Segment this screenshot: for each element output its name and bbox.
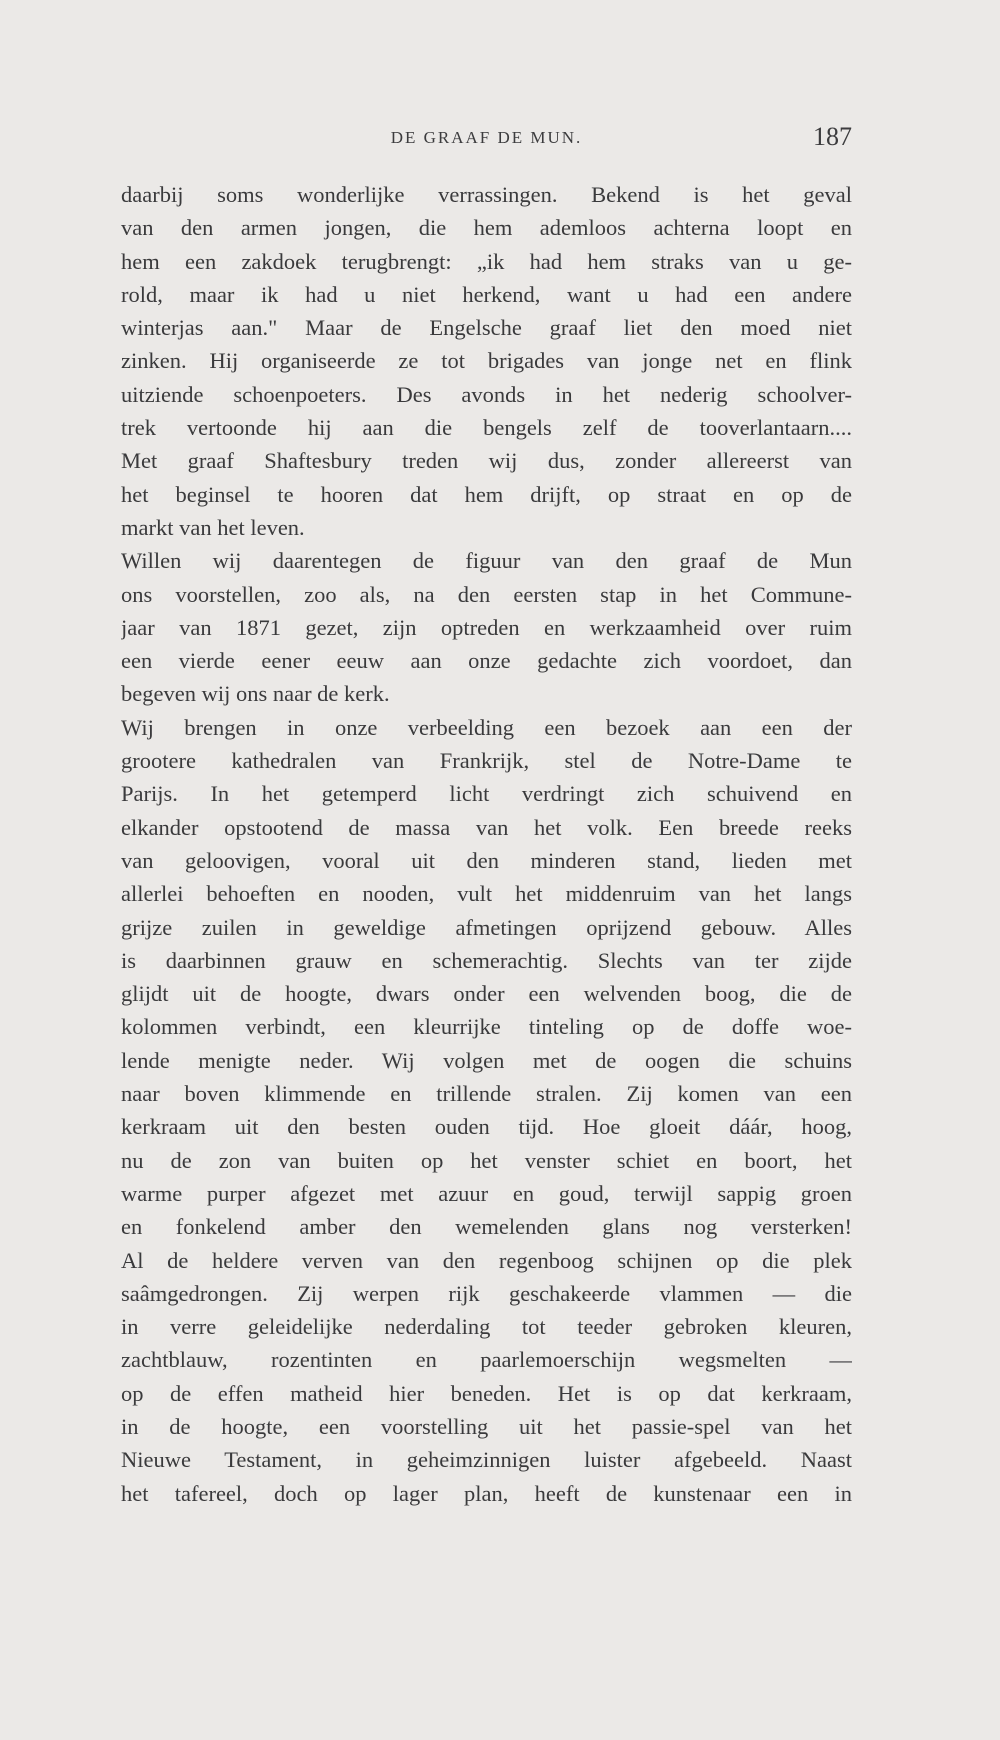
running-title: DE GRAAF DE MUN.	[390, 128, 583, 147]
text-line: zinken. Hij organiseerde ze tot brigades van jonge net en flink	[121, 348, 852, 374]
text-line: Parijs. In het getemperd licht verdringt zich schuivend en	[121, 781, 852, 807]
text-line: in de hoogte, een voorstelling uit het passie-spel van het	[121, 1413, 852, 1439]
text-line: grootere kathedralen van Frankrijk, stel de Notre-Dame te	[121, 748, 852, 774]
text-line: het beginsel te hooren dat hem drijft, op straat en op de	[121, 481, 852, 507]
text-line: rold, maar ik had u niet herkend, want u had een andere	[121, 281, 852, 307]
text-line: in verre geleidelijke nederdaling tot teeder gebroken kleuren,	[121, 1314, 852, 1340]
body-text	[121, 178, 852, 1510]
text-line: warme purper afgezet met azuur en goud, terwijl sappig groen	[121, 1180, 852, 1206]
text-line: is daarbinnen grauw en schemerachtig. Slechts van ter zijde	[121, 947, 852, 973]
text-line: Wij brengen in onze verbeelding een bezoek aan een der	[121, 714, 852, 740]
text-line: lende menigte neder. Wij volgen met de oogen die schuins	[121, 1047, 852, 1073]
text-line: saâmgedrongen. Zij werpen rijk geschakeerde vlammen — die	[121, 1280, 852, 1306]
text-line: jaar van 1871 gezet, zijn optreden en werkzaamheid over ruim	[121, 614, 852, 640]
text-line: glijdt uit de hoogte, dwars onder een welvenden boog, die de	[121, 981, 852, 1007]
text-line: allerlei behoeften en nooden, vult het middenruim van het langs	[121, 881, 852, 907]
running-header	[121, 122, 852, 158]
text-line: markt van het leven.	[121, 514, 305, 540]
text-line: winterjas aan." Maar de Engelsche graaf liet den moed niet	[121, 315, 852, 341]
text-line: uitziende schoenpoeters. Des avonds in het nederig schoolver-	[121, 381, 852, 407]
text-line: op de effen matheid hier beneden. Het is op dat kerkraam,	[121, 1380, 852, 1406]
text-line: Willen wij daarentegen de figuur van den graaf de Mun	[121, 548, 852, 574]
text-line: en fonkelend amber den wemelenden glans nog versterken!	[121, 1214, 852, 1240]
text-line: kerkraam uit den besten ouden tijd. Hoe gloeit dáár, hoog,	[121, 1114, 852, 1140]
text-line: Nieuwe Testament, in geheimzinnigen luister afgebeeld. Naast	[121, 1447, 852, 1473]
text-line: naar boven klimmende en trillende stralen. Zij komen van een	[121, 1081, 852, 1107]
text-line: trek vertoonde hij aan die bengels zelf de tooverlantaarn....	[121, 415, 852, 441]
text-line: daarbij soms wonderlijke verrassingen. Bekend is het geval	[121, 182, 852, 207]
text-line: hem een zakdoek terugbrengt: „ik had hem straks van u ge-	[121, 248, 852, 274]
text-line: elkander opstootend de massa van het volk. Een breede reeks	[121, 814, 852, 840]
text-line: Met graaf Shaftesbury treden wij dus, zonder allereerst van	[121, 448, 852, 474]
text-line: begeven wij ons naar de kerk.	[121, 681, 390, 707]
text-line: ons voorstellen, zoo als, na den eersten stap in het Commune-	[121, 581, 852, 607]
text-line: van geloovigen, vooral uit den minderen stand, lieden met	[121, 847, 852, 873]
text-line: grijze zuilen in geweldige afmetingen oprijzend gebouw. Alles	[121, 914, 852, 940]
page-number: 187	[813, 122, 852, 151]
text-line: nu de zon van buiten op het venster schiet en boort, het	[121, 1147, 852, 1173]
text-line: Al de heldere verven van den regenboog schijnen op die plek	[121, 1247, 852, 1273]
text-line: een vierde eener eeuw aan onze gedachte zich voordoet, dan	[121, 648, 852, 674]
text-line: zachtblauw, rozentinten en paarlemoerschijn wegsmelten —	[121, 1347, 852, 1373]
text-line: kolommen verbindt, een kleurrijke tinteling op de doffe woe-	[121, 1014, 852, 1040]
text-line: van den armen jongen, die hem ademloos achterna loopt en	[121, 215, 852, 241]
text-line: het tafereel, doch op lager plan, heeft de kunstenaar een in	[121, 1480, 852, 1506]
